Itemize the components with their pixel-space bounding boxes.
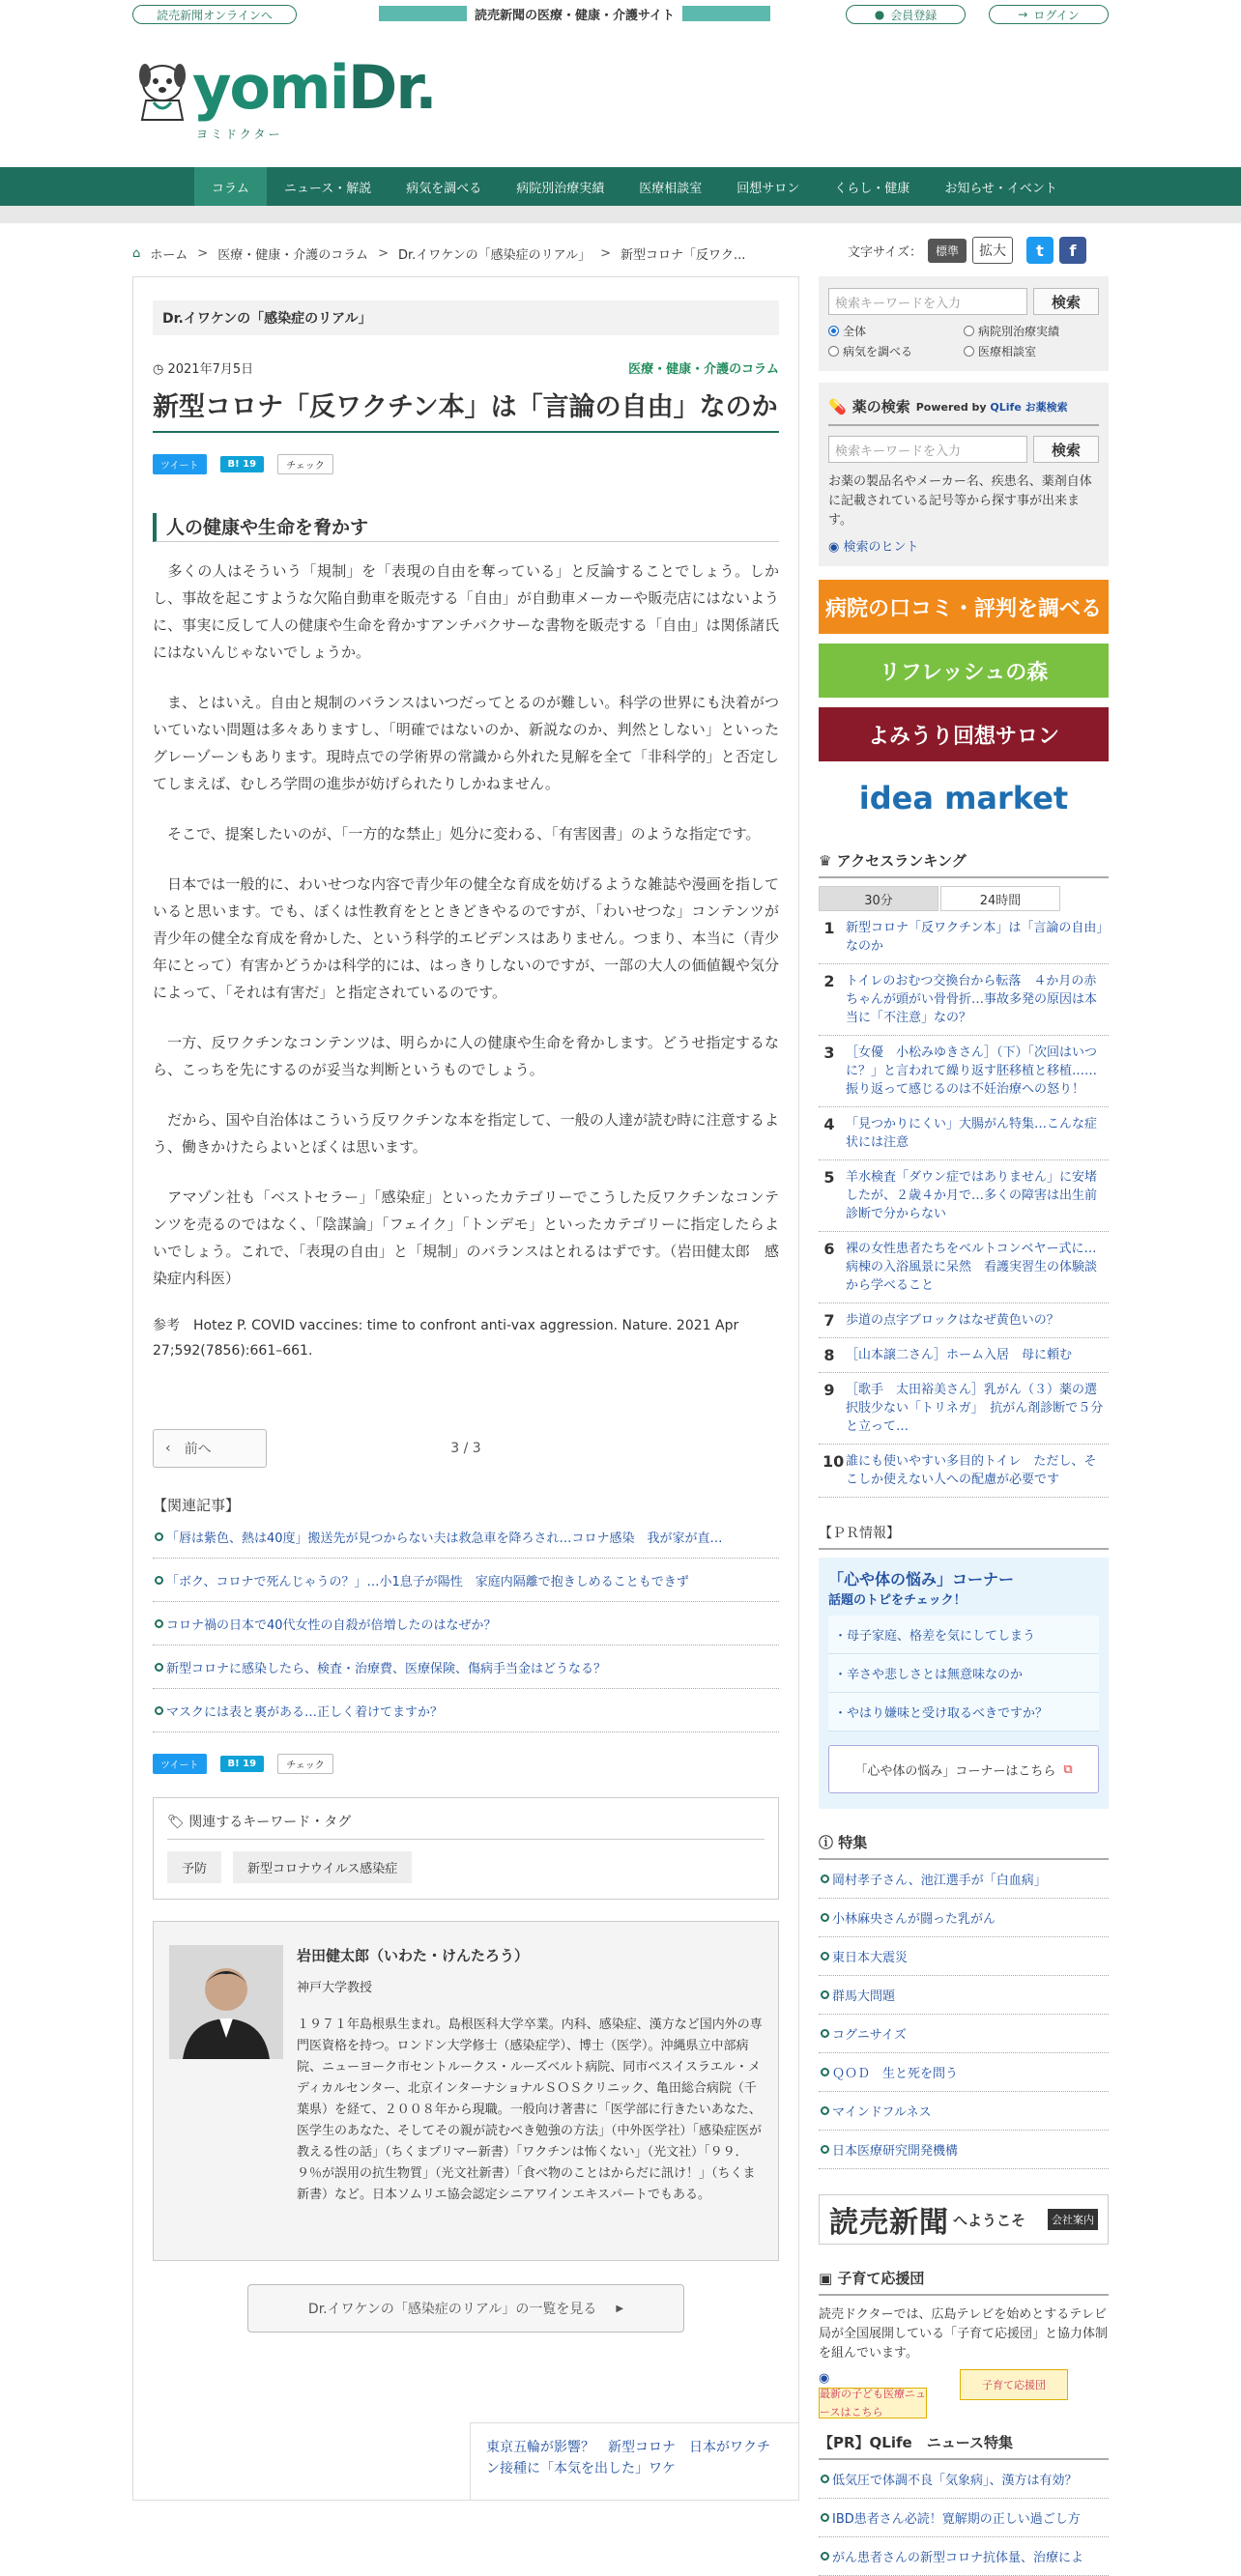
paragraph: そこで、提案したいのが、「一方的な禁止」処分に変わる、「有害図書」のような指定です。 <box>153 825 761 843</box>
series-list-button[interactable] <box>247 2284 684 2333</box>
font-large-button[interactable]: 拡大 <box>972 237 1013 264</box>
related-link[interactable]: 「ボク、コロナで死んじゃうの？」…小1息子が陽性 家庭内隔離で抱きしめることもできず <box>153 1559 779 1602</box>
article-title: 新型コロナ「反ワクチン本」は「言論の自由」なのか <box>153 386 779 433</box>
ranking-item[interactable] <box>819 964 1109 1036</box>
ranking-item[interactable] <box>819 911 1109 964</box>
nav-life[interactable]: くらし・健康 <box>834 181 910 196</box>
nav-events[interactable]: お知らせ・イベント <box>944 181 1057 196</box>
calendar-icon: ▣ <box>819 2270 838 2287</box>
yomiuri-banner[interactable] <box>819 2194 1109 2245</box>
share-bar-bottom <box>153 1754 779 1774</box>
feature-title: 特集 <box>838 1834 868 1851</box>
feature-link[interactable]: 岡村孝子さん、池江選手が「白血病」 <box>819 1860 1109 1899</box>
paragraph: 日本では一般的に、わいせつな内容で青少年の健全な育成を妨げるような雑誌や漫画を指していると思います。でも、ぼくは性教育をとときどきやるのですが、「わいせつな」コンテンツが青少年の健全な育成を脅かした、という科学的エビデンスはありません。つまり、本当に（青少年にとって）有害かどうかは科学的には、はっきりしないのですが、一部の大人の価値観や気分によって、「それは有害だ」と指定されているのです。 <box>153 875 779 1001</box>
ranking-item[interactable] <box>819 1232 1109 1303</box>
hatena-button[interactable]: B! 19 <box>220 1756 265 1772</box>
dog-doctor-icon <box>132 58 192 122</box>
author-title: 神戸大学教授 <box>297 1981 373 1995</box>
nav-consult[interactable]: 医療相談室 <box>639 181 703 196</box>
reference: 参考 Hotez P. COVID vaccines: time to confront anti-vax aggression. Nature. 2021 Apr 27;592(7856):661–661. <box>153 1318 739 1359</box>
feature-link[interactable]: 東日本大震災 <box>819 1937 1109 1976</box>
rank-title: トイレのおむつ交換台から転落 ４か月の赤ちゃんが頭がい骨骨折…事故多発の原因は本当に「不注意」なの？ <box>846 974 1098 1025</box>
kokoro-item[interactable]: ・母子家庭、格差を気にしてしまう <box>828 1616 1099 1654</box>
rank-title: 誰にも使いやすい多目的トイレ ただし、そこしか使えない人への配慮が必要です <box>846 1454 1097 1487</box>
clock-icon: ◷ <box>153 362 168 377</box>
related-link[interactable]: 新型コロナに感染したら、検査・治療費、医療保険、傷病手当金はどうなる？ <box>153 1646 779 1689</box>
powered-by: Powered by <box>915 400 987 414</box>
kokoro-title: 「心や体の悩み」コーナー <box>828 1570 1015 1589</box>
top-bar <box>132 0 1109 29</box>
ranking-title: アクセスランキング <box>836 852 967 870</box>
author-photo <box>169 1945 283 2059</box>
rank-number: 2 <box>823 972 835 990</box>
prev-button[interactable] <box>153 1429 267 1468</box>
rank-title: ［歌手 太田裕美さん］乳がん（３）薬の選択肢少ない「トリネガ」 抗がん剤診断で５分と立って… <box>846 1383 1104 1434</box>
tag-chip[interactable]: 予防 <box>167 1851 221 1883</box>
facebook-icon[interactable]: f <box>1059 237 1086 264</box>
kokoro-more-label: 「心や体の悩み」コーナーはこちら <box>854 1763 1056 1779</box>
hint-label: 検索のヒント <box>843 540 919 555</box>
ranking-item[interactable] <box>819 1036 1109 1107</box>
article-body <box>153 558 779 1292</box>
banner-kaiso-salon[interactable]: よみうり回想サロン <box>819 707 1109 761</box>
rank-number: 7 <box>823 1311 835 1330</box>
rank-number: 6 <box>823 1240 835 1258</box>
tweet-button[interactable]: ツイート <box>153 1754 207 1774</box>
qlife-link[interactable]: 低気圧で体調不良「気象病」、漢方は有効？ <box>819 2460 1109 2499</box>
kokoro-item[interactable]: ・やはり嫌味と受け取るべきですか？ <box>828 1693 1099 1732</box>
kokoro-item[interactable]: ・辛さや悲しさとは無意味なのか <box>828 1654 1099 1693</box>
nav-news[interactable]: ニュース・解説 <box>283 181 372 196</box>
crumb-column[interactable]: 医療・健康・介護のコラム <box>217 248 369 263</box>
feature-link[interactable]: 日本医療研究開発機構 <box>819 2131 1109 2169</box>
rank-title: 歩道の点字ブロックはなぜ黄色いの？ <box>846 1313 1059 1328</box>
login-label: ログイン <box>1033 8 1080 22</box>
nav-shadow <box>0 206 1241 223</box>
font-size-label: 文字サイズ： <box>848 244 922 260</box>
radio-hospital[interactable] <box>964 323 1099 339</box>
radio-all[interactable] <box>828 323 964 339</box>
tweet-button[interactable]: ツイート <box>153 454 207 474</box>
nav-hospital[interactable]: 病院別治療実績 <box>516 181 605 196</box>
rank-number: 10 <box>823 1452 845 1471</box>
related-link[interactable]: コロナ禍の日本で40代女性の自殺が倍増したのはなぜか？ <box>153 1602 779 1646</box>
person-icon: ● <box>874 8 885 21</box>
drug-title: 薬の検索 <box>851 398 910 415</box>
logo-yomi: yomi <box>192 52 348 123</box>
section-heading: 人の健康や生命を脅かす <box>153 513 779 542</box>
home-icon: ⌂ <box>132 246 141 261</box>
drug-search-button[interactable]: 検索 <box>1033 436 1099 463</box>
kokoro-item-text: 辛さや悲しさとは無意味なのか <box>847 1668 1024 1682</box>
banner-refresh[interactable]: リフレッシュの森 <box>819 644 1109 698</box>
banner-hospital-reviews[interactable]: 病院の口コミ・評判を調べる <box>819 580 1109 634</box>
ranking-item[interactable] <box>819 1107 1109 1160</box>
external-link-icon: ⧉ <box>1063 1761 1073 1777</box>
paragraph: 一方、反ワクチンなコンテンツは、明らかに人の健康や生命を脅かします。どうせ指定するなら、こっちを先にするのが妥当な判断というものでしょう。 <box>153 1034 779 1078</box>
ranking-item[interactable] <box>819 1373 1109 1445</box>
nav-salon[interactable]: 回想サロン <box>736 181 800 196</box>
ranking-item[interactable] <box>819 1303 1109 1338</box>
tagline-text: 読売新聞の医療・健康・介護サイト <box>474 8 676 23</box>
radio-label: 病気を調べる <box>843 345 913 358</box>
qlife-heading: 【PR】QLife ニュース特集 <box>819 2432 1109 2460</box>
tag-icon: 🏷 <box>167 1815 189 1830</box>
login-button[interactable] <box>989 5 1109 24</box>
feature-link[interactable]: コグニサイズ <box>819 2015 1109 2053</box>
kokoro-item-text: やはり嫌味と受け取るべきですか？ <box>847 1706 1049 1721</box>
rank-title: 裸の女性患者たちをベルトコンベヤー式に…病棟の入浴風景に呆然 看護実習生の体験談から学べること <box>846 1242 1098 1293</box>
related-link[interactable]: 「唇は紫色、熱は40度」搬送先が見つからない夫は救急車を降ろされ…コロナ感染 我が家が直… <box>153 1515 779 1559</box>
font-standard-button[interactable]: 標準 <box>928 239 967 263</box>
kokoro-more-button[interactable] <box>828 1745 1099 1793</box>
font-size-control <box>848 237 1086 264</box>
related-list <box>153 1515 779 1732</box>
radio-disease[interactable] <box>828 343 964 359</box>
drug-search-input[interactable]: 検索キーワードを入力 <box>828 436 1027 463</box>
check-button[interactable]: チェック <box>277 454 333 474</box>
search-hint-link[interactable]: ◉ 検索のヒント <box>828 540 919 555</box>
crumb-home[interactable]: ホーム <box>150 248 188 263</box>
kokoro-corner <box>819 1558 1109 1809</box>
pager <box>153 1429 779 1468</box>
site-logo[interactable] <box>132 29 1109 141</box>
rank-title: ［女優 小松みゆきさん］（下）「次回はいつに？」と言われて繰り返す胚移植と移植……振り返って感じるのは不妊治療への怒り！ <box>846 1045 1098 1097</box>
sidebar <box>819 276 1109 2576</box>
radio-label: 全体 <box>843 325 867 338</box>
kosodate-heading <box>819 2268 1109 2296</box>
yomiuri-sub: へようこそ <box>953 2211 1026 2229</box>
feature-link[interactable]: マインドフルネス <box>819 2092 1109 2131</box>
kosodate-link[interactable]: ◉ 最新の子ども医療ニュースはこちら <box>819 2371 926 2419</box>
qlife-list <box>819 2460 1109 2576</box>
date-text: 2021年7月5日 <box>167 362 254 377</box>
kosodate-badge[interactable]: 子育て応援団 <box>960 2369 1068 2400</box>
rank-title: 羊水検査「ダウン症ではありません」に安堵したが、２歳４か月で…多くの障害は出生前診断で分からない <box>846 1170 1098 1221</box>
breadcrumb: ⌂ ホーム > 医療・健康・介護のコラム > Dr.イワケンの「感染症のリアル」 > 新型コロナ「反ワク... <box>132 246 746 263</box>
crumb-current: 新型コロナ「反ワク... <box>620 248 746 263</box>
feature-heading <box>819 1832 1109 1860</box>
rank-number: 4 <box>823 1115 835 1133</box>
ranking-item[interactable] <box>819 1338 1109 1373</box>
tab-24h[interactable]: 24時間 <box>940 886 1060 911</box>
crumb-series[interactable]: Dr.イワケンの「感染症のリアル」 <box>397 248 592 263</box>
author-name: 岩田健太郎（いわた・けんたろう） <box>297 1947 530 1964</box>
main-nav <box>0 167 1241 206</box>
ranking-item[interactable] <box>819 1160 1109 1232</box>
register-button[interactable] <box>846 5 966 24</box>
paragraph: ま、とはいえ。自由と規制のバランスはいつだってとるのが難しい。科学の世界にも決着がついていない問題は多々ありますし、「明確ではないのか、新説なのか、判然としない」といったグレーゾーンもあります。現時点での学術界の常識から外れた見解を全て「非科学的」と否定してしまえば、むしろ学問の進歩が妨げられたりしかねません。 <box>153 694 779 792</box>
triangle-right-icon: ▶ <box>616 2303 624 2314</box>
series-title: Dr.イワケンの「感染症のリアル」 <box>153 301 779 335</box>
radio-consult[interactable] <box>964 343 1099 359</box>
yomiuri-company: 会社案内 <box>1048 2209 1098 2230</box>
info-icon: ⓘ <box>819 1834 839 1851</box>
tag-box <box>153 1797 779 1900</box>
rank-number: 9 <box>823 1381 835 1399</box>
hatena-button[interactable]: B! 19 <box>220 456 265 472</box>
kokoro-item-text: 母子家庭、格差を気にしてしまう <box>847 1629 1036 1644</box>
logo-dr: Dr. <box>347 52 436 123</box>
arrow-icon: → <box>1018 8 1028 21</box>
site-search <box>819 276 1109 371</box>
rank-number: 5 <box>823 1168 835 1187</box>
feature-link[interactable]: ＱＯＤ 生と死を問う <box>819 2053 1109 2092</box>
twitter-icon[interactable]: t <box>1026 237 1053 264</box>
pr-heading: 【ＰＲ情報】 <box>819 1523 1109 1550</box>
author-box <box>153 1921 779 2261</box>
article <box>132 276 799 2501</box>
ranking-list <box>819 911 1109 1498</box>
share-bar <box>153 454 779 474</box>
nav-column[interactable]: コラム <box>194 167 267 206</box>
feature-link[interactable]: 小林麻央さんが闘った乳がん <box>819 1899 1109 1937</box>
page-number: 3 / 3 <box>450 1441 481 1456</box>
check-button[interactable]: チェック <box>277 1754 333 1774</box>
qlife-link[interactable]: がん患者さんの新型コロナ抗体量、治療によ <box>819 2537 1109 2576</box>
list-button-label: Dr.イワケンの「感染症のリアル」の一覧を見る <box>307 2302 597 2317</box>
feature-list <box>819 1860 1109 2169</box>
article-date <box>153 358 253 377</box>
logo-wordmark <box>192 52 436 123</box>
next-article-link[interactable] <box>470 2422 798 2500</box>
article-category[interactable]: 医療・健康・介護のコラム <box>628 362 779 377</box>
kosodate-title: 子育て応援団 <box>837 2270 925 2287</box>
yomiuri-main: 読売新聞 <box>829 2206 949 2240</box>
paragraph: アマゾン社も「ベストセラー」「感染症」といったカテゴリーでこうした反ワクチンなコンテンツを売るのではなく、「陰謀論」「フェイク」「トンデモ」といったカテゴリーに指定したらよいでしょう。これで、「表現の自由」と「規制」のバランスはとれるはずです。（岩田健太郎 感染症内科医） <box>153 1188 779 1287</box>
drug-brand: QLife お薬検索 <box>990 400 1068 414</box>
rank-number: 1 <box>823 919 835 937</box>
paragraph: だから、国や自治体はこういう反ワクチンな本を指定して、一般の人達が読む時に注意するよう、働きかけたらよいとぼくは思います。 <box>153 1111 779 1156</box>
rank-title: ［山本譲二さん］ホーム入居 母に頼む <box>846 1348 1073 1362</box>
kosodate-desc: 読売ドクターでは、広島テレビを始めとするテレビ局が全国展開している「子育て応援団」と協力体制を組んでいます。 <box>819 2307 1109 2361</box>
feature-link[interactable]: 群馬大問題 <box>819 1976 1109 2015</box>
author-bio: １９７１年島根県生まれ。島根医科大学卒業。内科、感染症、漢方など国内外の専門医資格を持つ。ロンドン大学修士（感染症学）、博士（医学）。沖縄県立中部病院、ニューヨーク市セントルークス・ルーズベルト病院、同市ベスイスラエル・メディカルセンター、北京インターナショナルＳＯＳクリニック、亀田総合病院（千葉県）を経て、２００８年から現職。一般向け著書に「医学部に行きたいあなた、医学生のあなた、そしてその親が読むべき勉強の方法」（中外医学社）「感染症医が教える性の話」（ちくまプリマー新書）「ワクチンは怖くない」（光文社）「９９．９％が誤用の抗生物質」（光文社新書）「食べ物のことはからだに訊け！」（ちくま新書）など。日本ソムリエ協会認定シニアワインエキスパートでもある。 <box>297 2018 763 2202</box>
rank-title: 「見つかりにくい」大腸がん特集…こんな症状には注意 <box>846 1117 1098 1150</box>
crown-icon: ♛ <box>819 852 837 870</box>
kosodate-link-text: 最新の子ども医療ニュースはこちら <box>820 2388 926 2419</box>
rank-title: 新型コロナ「反ワクチン本」は「言論の自由」なのか <box>846 921 1103 954</box>
banner-idea-market[interactable]: idea market <box>819 771 1109 825</box>
drug-search-desc: お薬の製品名やメーカー名、疾患名、薬剤自体に記載されている記号等から探す事が出来ます。 <box>828 474 1092 528</box>
related-heading: 【関連記事】 <box>153 1497 241 1514</box>
search-button[interactable]: 検索 <box>1033 288 1099 315</box>
prev-label: 前へ <box>184 1442 212 1457</box>
paragraph: 多くの人はそういう「規制」を「表現の自由を奪っている」と反論することでしょう。しかし、事故を起こすような欠陥自動車を販売する「自由」が自動車メーカーや販売店にはないように、事実に反して人の健康や生命を脅かすアンチバクサーな書物を販売する「自由」は関係諸氏にはないんじゃないでしょうか。 <box>153 562 779 661</box>
tag-chip[interactable]: 新型コロナウイルス感染症 <box>233 1851 412 1883</box>
pill-icon: 💊 <box>828 397 847 415</box>
site-tagline <box>379 6 770 21</box>
ranking-heading <box>819 850 1109 878</box>
tab-30min[interactable]: 30分 <box>819 886 938 911</box>
register-label: 会員登録 <box>890 8 938 22</box>
tags-heading: 関連するキーワード・タグ <box>188 1815 352 1830</box>
rank-number: 8 <box>823 1346 835 1364</box>
logo-kana: ヨミドクター <box>196 128 283 141</box>
ranking-item[interactable] <box>819 1445 1109 1498</box>
nav-disease[interactable]: 病気を調べる <box>406 181 482 196</box>
radio-label: 病院別治療実績 <box>978 325 1060 338</box>
kokoro-sub: 話題のトピをチェック！ <box>828 1593 967 1608</box>
related-link[interactable]: マスクには表と裏がある…正しく着けてますか？ <box>153 1689 779 1732</box>
search-input[interactable]: 検索キーワードを入力 <box>828 288 1027 315</box>
drug-search <box>819 383 1109 566</box>
chevron-left-icon: ‹ <box>165 1441 171 1456</box>
rank-number: 3 <box>823 1044 835 1062</box>
qlife-link[interactable]: IBD患者さん必読！寛解期の正しい過ごし方 <box>819 2499 1109 2537</box>
next-article-text: 東京五輪が影響？ 新型コロナ 日本がワクチン接種に「本気を出した」ワケ <box>486 2440 770 2476</box>
yomiuri-online-link[interactable]: 読売新聞オンラインへ <box>132 5 297 24</box>
radio-label: 医療相談室 <box>978 345 1037 358</box>
